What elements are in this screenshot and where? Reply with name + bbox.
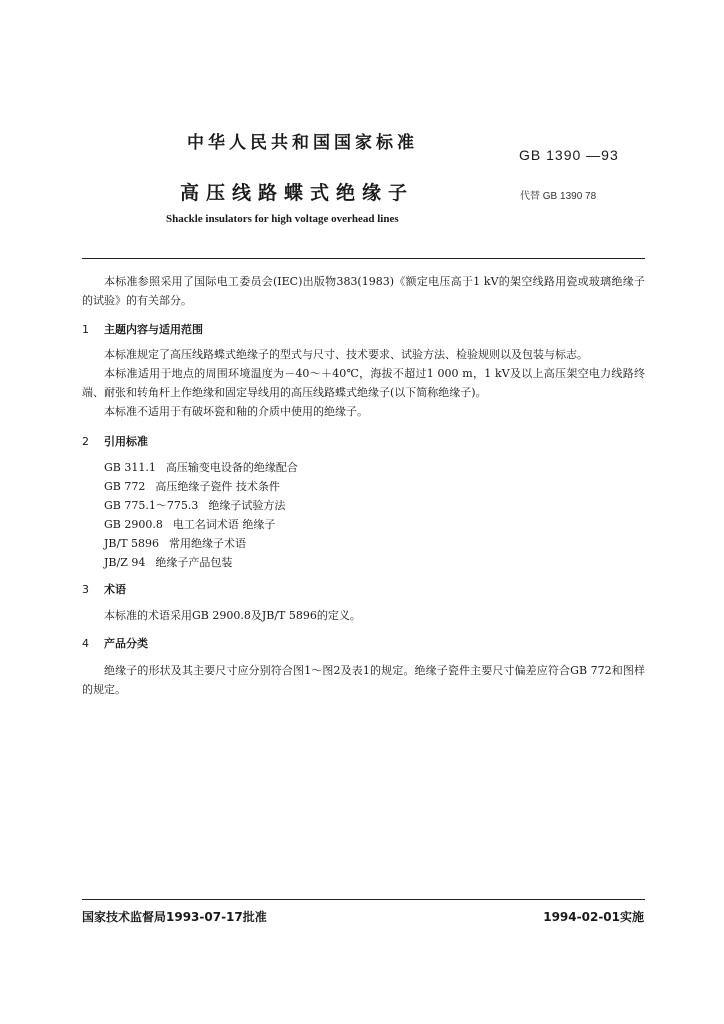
english-title: Shackle insulators for high voltage overhead lines — [166, 213, 399, 225]
section-1-heading — [82, 321, 203, 337]
footer-divider — [82, 899, 645, 900]
effective-date: 1994-02-01实施 — [543, 910, 644, 924]
reference-code: JB/Z 94 — [104, 556, 146, 569]
section-2-heading — [82, 433, 148, 449]
reference-code: GB 772 — [104, 480, 146, 493]
section-4-heading — [82, 635, 148, 651]
national-standard-heading: 中华人民共和国国家标准 — [187, 133, 418, 153]
header-divider — [82, 258, 645, 259]
intro-paragraph: 本标准参照采用了国际电工委员会(IEC)出版物383(1983)《额定电压高于1 kV的架空线路用瓷或玻璃绝缘子的试验》的有关部分。 — [82, 275, 645, 307]
section-3-paragraph-1: 本标准的术语采用GB 2900.8及JB/T 5896的定义。 — [104, 609, 361, 622]
section-1-paragraph-2: 本标准适用于地点的周围环境温度为－40～＋40℃，海拔不超过1 000 m，1 kV及以上高压架空电力线路终端、耐张和转角杆上作绝缘和固定导线用的高压线路蝶式绝缘子(以下简称绝缘子)。 — [82, 367, 645, 399]
section-number: 4 — [82, 637, 89, 650]
section-number: 1 — [82, 323, 89, 336]
list-item — [104, 534, 298, 553]
section-number: 3 — [82, 583, 89, 596]
reference-title: 高压绝缘子瓷件 技术条件 — [155, 480, 280, 493]
reference-code: GB 2900.8 — [104, 518, 163, 531]
reference-list — [104, 458, 298, 572]
document-title: 高压线路蝶式绝缘子 — [180, 182, 415, 204]
section-1-paragraph-3: 本标准不适用于有破坏瓷和釉的介质中使用的绝缘子。 — [104, 405, 368, 418]
reference-code: GB 775.1～775.3 — [104, 499, 199, 512]
list-item — [104, 458, 298, 477]
section-title: 引用标准 — [104, 435, 148, 448]
section-4-paragraph-1: 绝缘子的形状及其主要尺寸应分别符合图1～图2及表1的规定。绝缘子瓷件主要尺寸偏差应符合GB 772和图样的规定。 — [82, 664, 645, 696]
list-item — [104, 515, 298, 534]
section-number: 2 — [82, 435, 89, 448]
section-title: 术语 — [104, 583, 126, 596]
section-3-heading — [82, 581, 126, 597]
reference-code: JB/T 5896 — [104, 537, 160, 550]
replaces-standard: 代替 GB 1390 78 — [520, 191, 597, 202]
reference-title: 绝缘子产品包装 — [155, 556, 233, 569]
list-item — [104, 477, 298, 496]
reference-code: GB 311.1 — [104, 461, 156, 474]
section-title: 产品分类 — [104, 637, 148, 650]
reference-title: 常用绝缘子术语 — [169, 537, 247, 550]
list-item — [104, 496, 298, 515]
reference-title: 高压输变电设备的绝缘配合 — [165, 461, 298, 474]
section-title: 主题内容与适用范围 — [104, 323, 203, 336]
reference-title: 电工名词术语 绝缘子 — [172, 518, 276, 531]
reference-title: 绝缘子试验方法 — [208, 499, 286, 512]
section-1-paragraph-1: 本标准规定了高压线路蝶式绝缘子的型式与尺寸、技术要求、试验方法、检验规则以及包装与标志。 — [104, 348, 588, 361]
standard-number: GB 1390 —93 — [519, 147, 619, 163]
list-item — [104, 553, 298, 572]
approval-date: 国家技术监督局1993-07-17批准 — [82, 910, 267, 924]
